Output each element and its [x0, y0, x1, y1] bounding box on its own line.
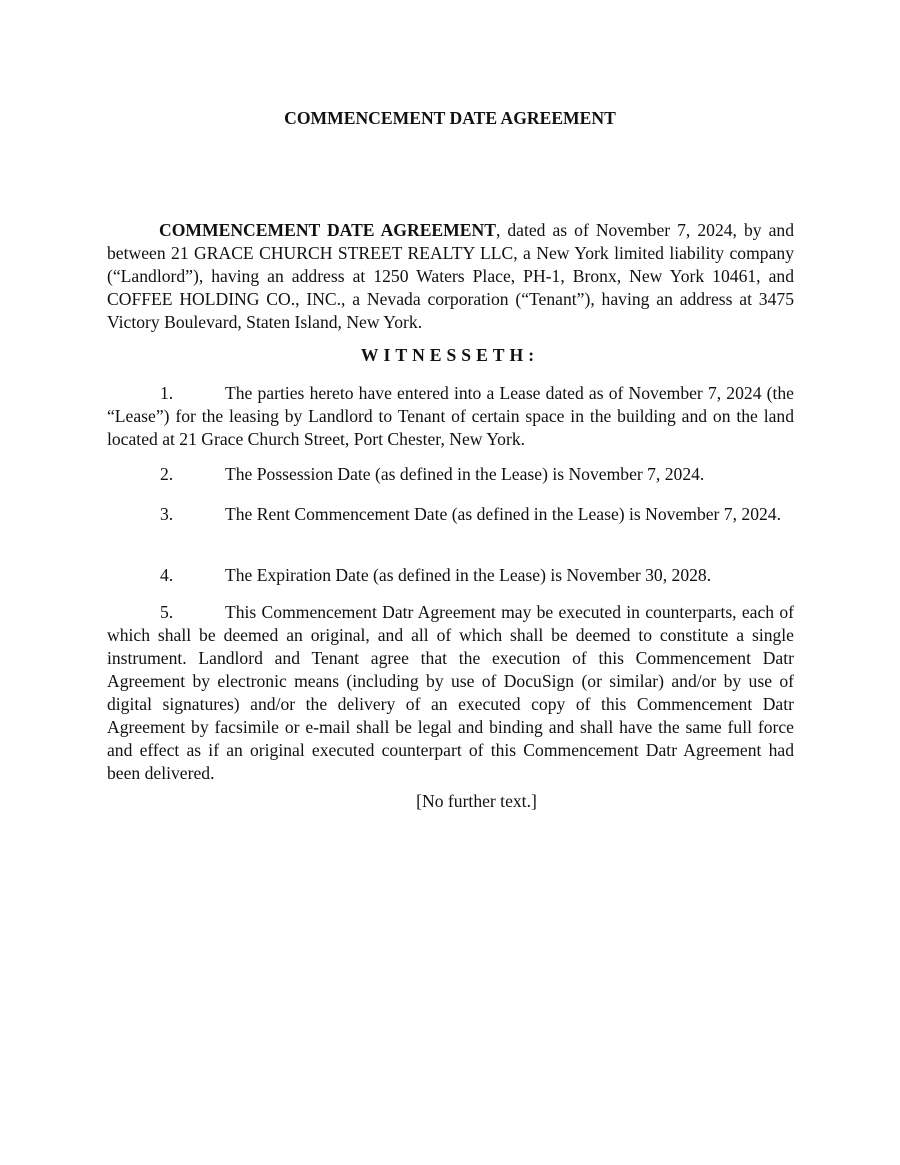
- paragraph-text: The Rent Commencement Date (as defined in the Lease) is November 7, 2024.: [225, 504, 781, 524]
- paragraph-text: The Expiration Date (as defined in the Lease) is November 30, 2028.: [225, 565, 712, 585]
- numbered-paragraph-1: [107, 382, 794, 451]
- paragraph-number: 3.: [160, 504, 174, 524]
- witnesseth-heading: WITNESSETH:: [360, 345, 540, 365]
- paragraph-number: 1.: [160, 383, 174, 403]
- paragraph-text: This Commencement Datr Agreement may be executed in counterparts, each of which shall be deemed an original, and all of which shall be deemed to constitute a single instrument. Landlord and Tenant agree that the execution of this Commencement Datr Agreement by electronic means (including by use of DocuSign (or similar) and/or by use of digital signatures) and/or the delivery of an executed copy of this Commencement Datr Agreement by facsimile or e-mail shall be legal and binding and shall have the same full force and effect as if an original executed counterpart of this Commencement Datr Agreement had been delivered.: [107, 602, 794, 783]
- numbered-paragraph-4: [107, 564, 794, 587]
- paragraph-text: The parties hereto have entered into a Lease dated as of November 7, 2024 (the “Lease”) for the leasing by Landlord to Tenant of certain space in the building and on the land located at 21 Grace Church Street, Port Chester, New York.: [107, 383, 794, 449]
- paragraph-text: The Possession Date (as defined in the Lease) is November 7, 2024.: [225, 464, 705, 484]
- paragraph-number: 4.: [160, 565, 174, 585]
- document-title: COMMENCEMENT DATE AGREEMENT: [284, 108, 616, 128]
- intro-lead-bold: COMMENCEMENT DATE AGREEMENT: [159, 220, 496, 240]
- paragraph-number: 2.: [160, 464, 174, 484]
- intro-paragraph: [107, 219, 794, 334]
- numbered-paragraph-3: [107, 503, 794, 526]
- closing-note: [No further text.]: [416, 791, 537, 811]
- numbered-paragraph-2: [107, 463, 794, 486]
- numbered-paragraph-5: [107, 601, 794, 785]
- intro-text: , dated as of November 7, 2024, by and between 21 GRACE CHURCH STREET REALTY LLC, a New York limited liability company (“Landlord”), having an address at 1250 Waters Place, PH-1, Bronx, New York 10461, and COFFEE HOLDING CO., INC., a Nevada corporation (“Tenant”), having an address at 3475 Victory Boulevard, Staten Island, New York.: [107, 220, 794, 332]
- paragraph-number: 5.: [160, 602, 174, 622]
